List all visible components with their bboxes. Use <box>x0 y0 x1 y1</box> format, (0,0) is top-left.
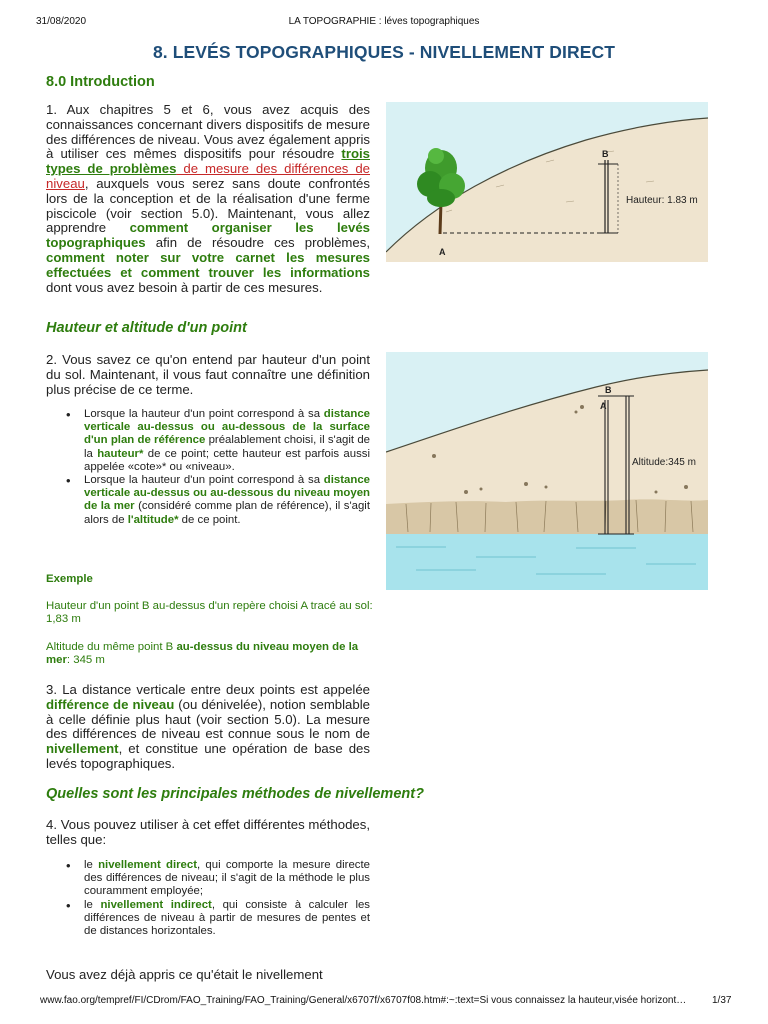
figure2-caption: Altitude:345 m <box>632 457 696 468</box>
link-mesure-differences[interactable]: de mesure des différences de niveau <box>46 161 370 191</box>
section-heading-introduction: 8.0 Introduction <box>46 74 155 90</box>
paragraph-4: 4. Vous pouvez utiliser à cet effet différentes méthodes, telles que: <box>46 817 370 847</box>
figure2-label-a: A <box>600 401 607 411</box>
methodes-list <box>46 859 370 938</box>
figure-hauteur <box>386 102 708 262</box>
figure1-label-a: A <box>439 247 446 257</box>
figure1-caption: Hauteur: 1.83 m <box>626 195 698 206</box>
print-page-title: LA TOPOGRAPHIE : léves topographiques <box>288 16 480 27</box>
print-date: 31/08/2020 <box>36 16 87 27</box>
list-item: • Lorsque la hauteur d'un point correspond à sa distance verticale au-dessus ou au-dessous du niveau moyen de la mer (considéré comme plan de référence), il s'agit alors de l'altitude* de ce point. <box>46 474 370 527</box>
print-url: www.fao.org/tempref/FI/CDrom/FAO_Training/FAO_Training/General/x6707f/x6707f08.htm#:~:text=Si vous connaissez la hauteur,visée horizont… <box>40 995 687 1006</box>
paragraph-5: Vous avez déjà appris ce qu'était le nivellement <box>46 967 323 982</box>
figure2-label-b: B <box>605 385 612 395</box>
page-title: 8. LEVÉS TOPOGRAPHIQUES - NIVELLEMENT DIRECT <box>152 42 616 62</box>
figure1-label-b: B <box>602 149 609 159</box>
definition-list <box>46 408 370 527</box>
list-item: • le nivellement indirect, qui consiste à calculer les différences de niveau à partir de mesures de pentes et de distances horizontales. <box>46 899 370 939</box>
list-item: • Lorsque la hauteur d'un point correspond à sa distance verticale au-dessus ou au-dessous de la surface d'un plan de référence préalablement choisi, il s'agit de la hauteur* de ce point; cette hauteur est parfois aussi appelée «cote»* ou «niveau». <box>46 408 370 474</box>
paragraph-2: 2. Vous savez ce qu'on entend par hauteur d'un point du sol. Maintenant, il vous faut connaître une définition plus précise de ce terme. <box>46 352 370 397</box>
exemple-heading: Exemple <box>46 573 93 585</box>
exemple-hauteur: Hauteur d'un point B au-dessus d'un repère choisi A tracé au sol: 1,83 m <box>46 600 373 626</box>
link-trois-types[interactable]: trois types de problèmes <box>46 146 370 177</box>
figure-altitude <box>386 352 708 590</box>
paragraph-3: 3. La distance verticale entre deux points est appelée différence de niveau (ou dénivelée), notion semblable à celle définie plus haut (voir section 5.0). La mesure des différences de niveau est connue sous le nom de nivellement, et constitue une opération de base des levés topographiques. <box>46 682 370 771</box>
paragraph-1: 1. Aux chapitres 5 et 6, vous avez acquis des connaissances concernant divers dispositifs de mesure des différences de niveau. Vous avez également appris à utiliser ces mêmes dispositifs pour résoudre trois types de problèmes de mesure des différences de niveau, auxquels vous serez sans doute confrontés lors de la conception et de la réalisation d'une ferme piscicole (voir section 5.0). Maintenant, vous allez apprendre comment organiser les levés topographiques afin de résoudre ces problèmes, comment noter sur votre carnet les mesures effectuées et comment trouver les informations dont vous avez besoin à partir de ces mesures. <box>46 102 370 295</box>
section-heading-hauteur-altitude: Hauteur et altitude d'un point <box>46 320 247 336</box>
section-heading-methodes: Quelles sont les principales méthodes de nivellement? <box>46 786 424 802</box>
print-page-number: 1/37 <box>712 995 732 1006</box>
list-item: • le nivellement direct, qui comporte la mesure directe des différences de niveau; il s'agit de la méthode le plus couramment employée; <box>46 859 370 899</box>
exemple-altitude: Altitude du même point B au-dessus du niveau moyen de la mer: 345 m <box>46 641 359 667</box>
